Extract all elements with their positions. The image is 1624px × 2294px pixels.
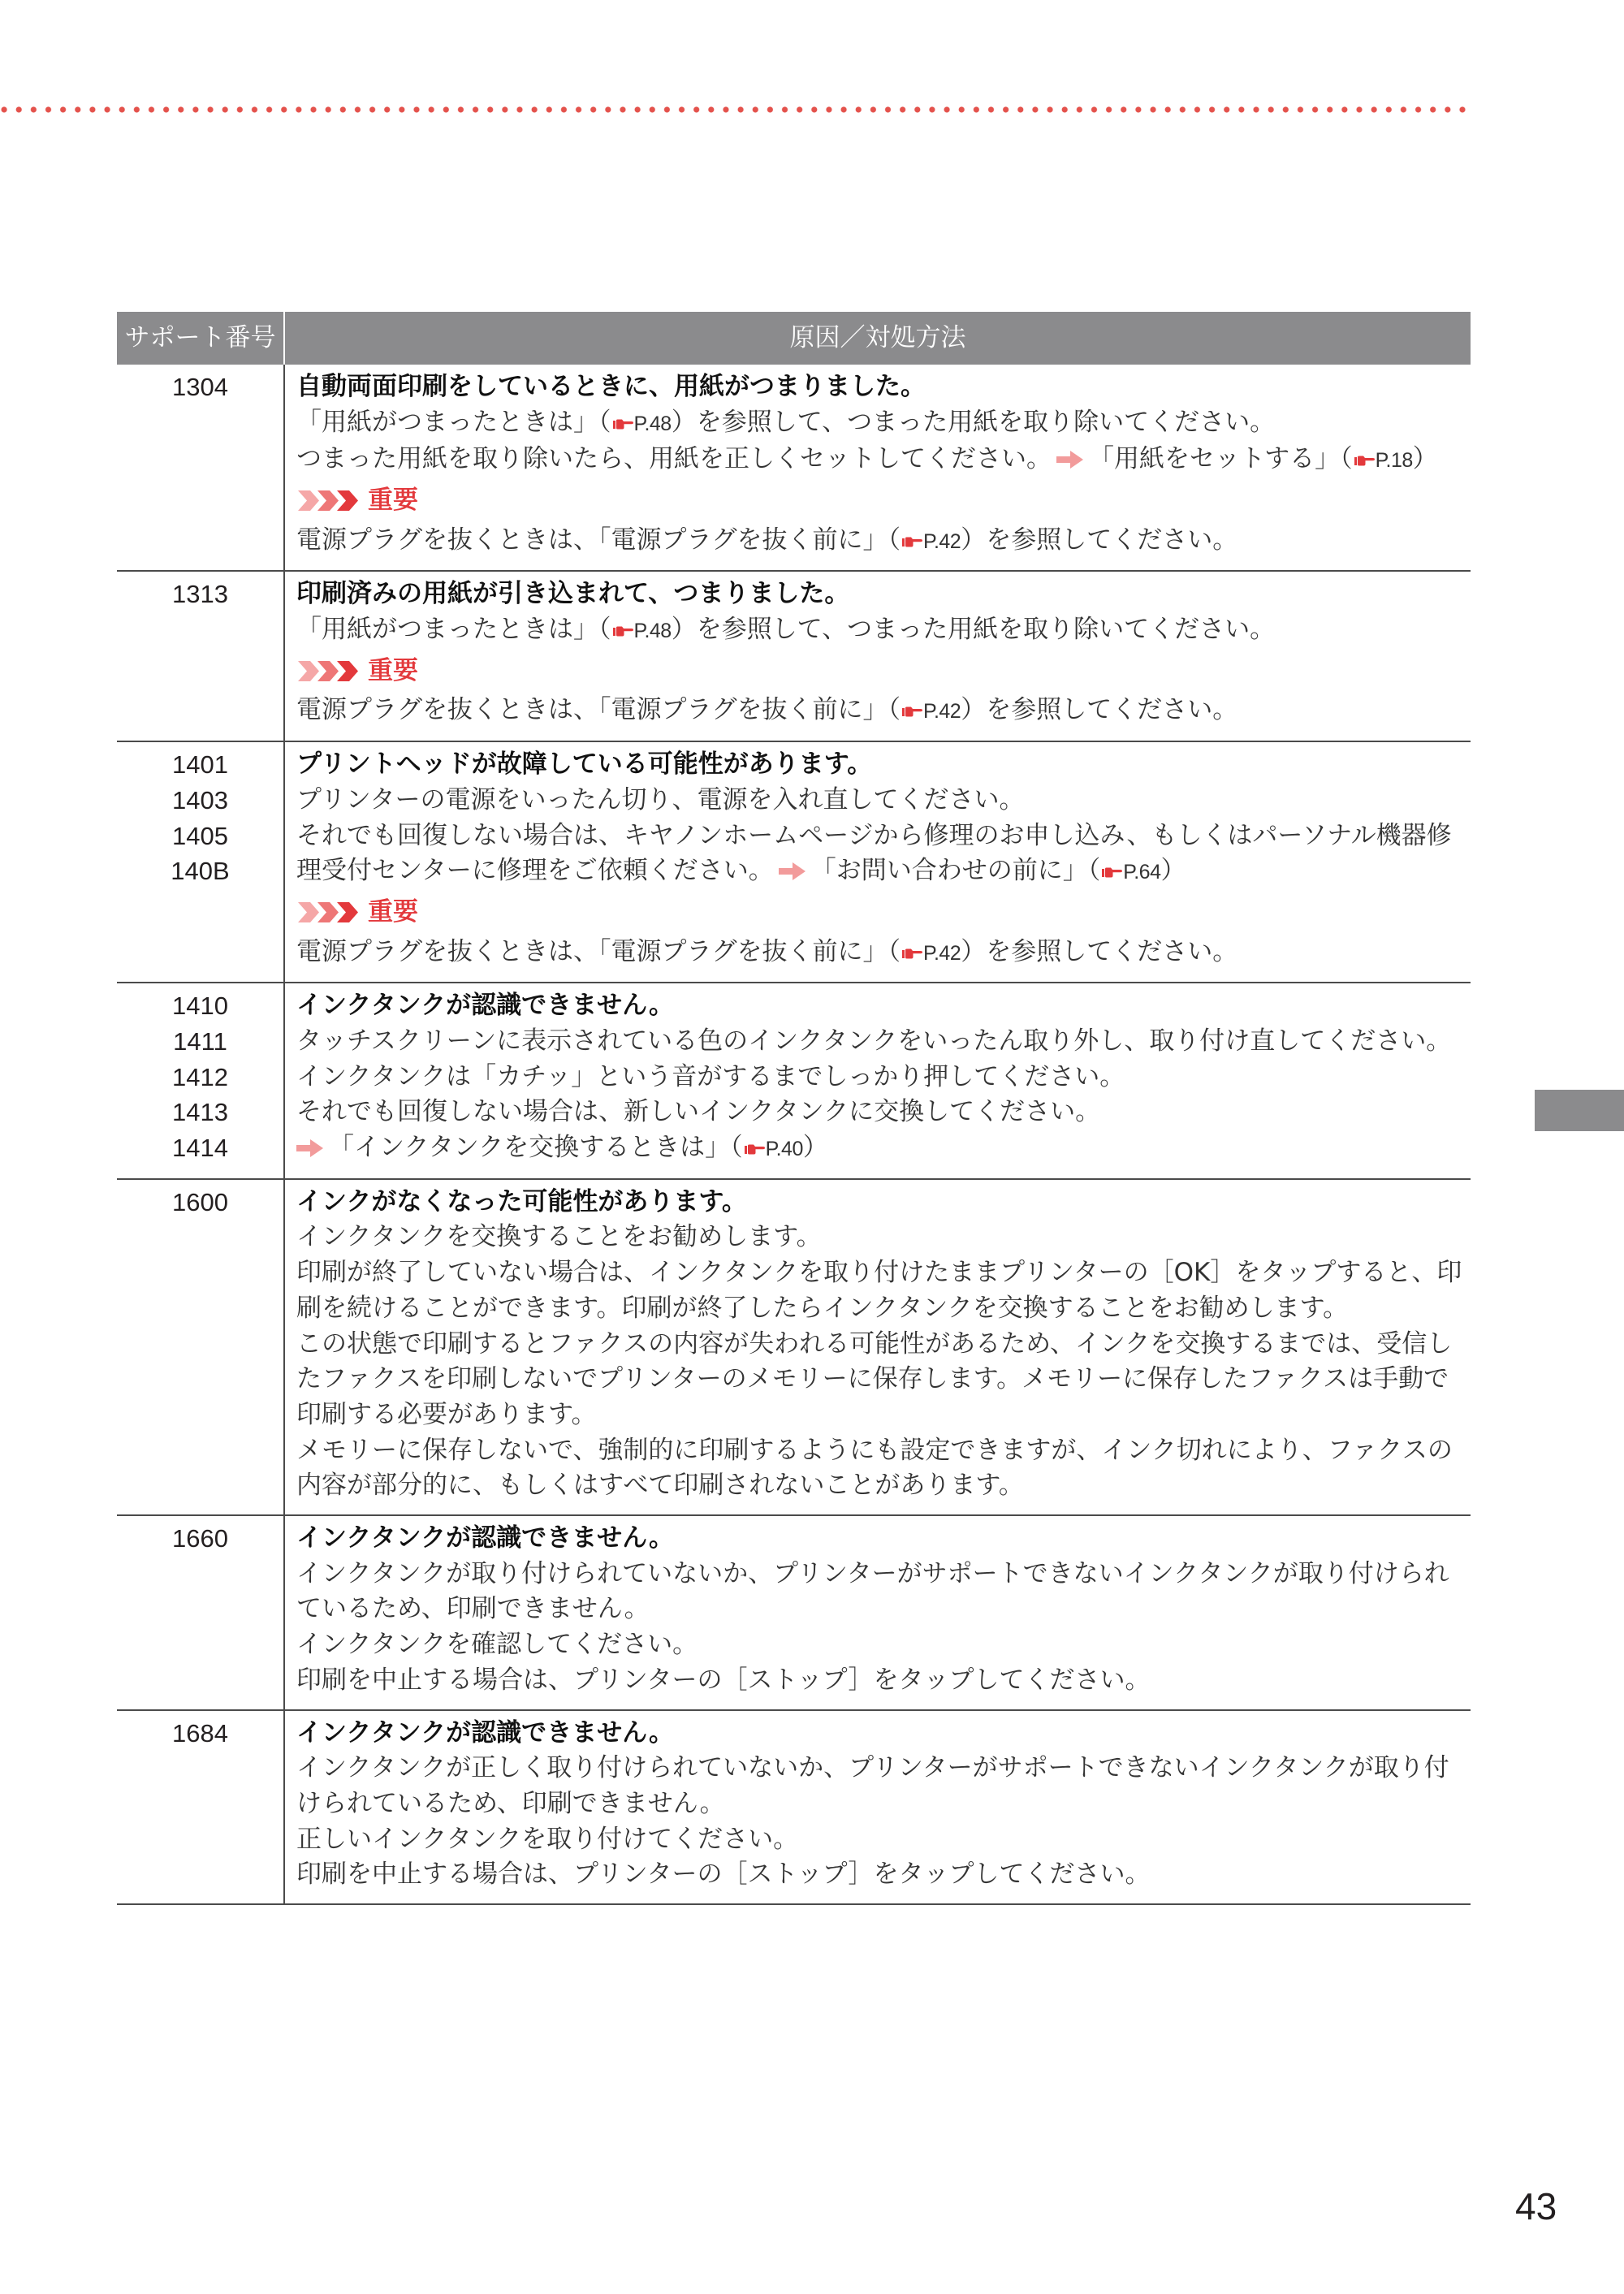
support-number: 1412 <box>172 1062 228 1091</box>
error-title: 自動両面印刷をしているときに、用紙がつまりました。 <box>296 372 926 401</box>
cause-solution-cell <box>285 742 1471 982</box>
paragraph <box>296 819 1464 891</box>
paragraph-text: つまった用紙を取り除いたら、用紙を正しくセットしてください。 <box>296 444 1052 474</box>
error-title: インクタンクが認識できません。 <box>296 1523 674 1553</box>
pointing-hand-icon <box>613 418 633 430</box>
paragraph-text: ）を参照してください。 <box>961 936 1238 966</box>
support-number: 1405 <box>172 821 228 850</box>
paragraph-text: ） <box>802 1133 828 1163</box>
pointing-hand-icon <box>902 706 922 718</box>
support-number: 1413 <box>172 1098 228 1127</box>
chapter-tab <box>1535 1090 1624 1131</box>
paragraph-text: ）を参照してください。 <box>961 695 1238 725</box>
important-label: 重要 <box>368 655 418 685</box>
error-title: 印刷済みの用紙が引き込まれて、つまりました。 <box>296 579 850 609</box>
page-reference: P.42 <box>923 941 961 965</box>
paragraph-text: 電源プラグを抜くときは、「電源プラグを抜く前に」（ <box>296 695 901 725</box>
right-arrow-icon <box>779 862 806 881</box>
paragraph <box>296 1751 1464 1821</box>
paragraph-text: ） <box>1412 444 1438 474</box>
support-number: 140B <box>171 857 230 886</box>
error-title: インクタンクが認識できません。 <box>296 991 674 1021</box>
support-number-cell <box>117 983 285 1178</box>
support-number-cell <box>117 1516 285 1709</box>
table-row <box>117 1180 1471 1516</box>
important-label: 重要 <box>368 486 418 516</box>
page-reference: P.18 <box>1375 449 1413 473</box>
paragraph-text: 「用紙がつまったときは」（ <box>296 407 611 437</box>
pointing-hand-icon <box>613 625 633 637</box>
paragraph <box>296 1327 1464 1433</box>
paragraph-text: 正しいインクタンクを取り付けてください。 <box>296 1824 799 1854</box>
header-cause-solution: 原因／対処方法 <box>789 323 966 352</box>
important-note <box>296 523 1464 560</box>
paragraph-text: インクタンクを確認してください。 <box>296 1630 698 1660</box>
triple-chevron-icon <box>298 490 360 511</box>
paragraph-text: それでも回復しない場合は、新しいインクタンクに交換してください。 <box>296 1097 1101 1127</box>
header-support-number: サポート番号 <box>117 312 285 365</box>
support-number: 1410 <box>172 991 228 1021</box>
table-row <box>117 983 1471 1180</box>
paragraph-text: 印刷を中止する場合は、プリンターの［ストップ］をタップしてください。 <box>296 1665 1151 1695</box>
paragraph-text: インクタンクが取り付けられていないか、プリンターがサポートできないインクタンクが取り付けられているため、印刷できません。 <box>296 1558 1449 1624</box>
paragraph-text: 「用紙がつまったときは」（ <box>296 615 611 645</box>
cause-solution-cell <box>285 983 1471 1178</box>
paragraph <box>296 442 1464 479</box>
cause-solution-cell <box>285 1711 1471 1904</box>
cause-solution-cell <box>285 1180 1471 1514</box>
support-number: 1313 <box>172 580 228 609</box>
important-heading <box>296 479 1464 523</box>
dotted-rule <box>0 105 1471 114</box>
support-number: 1411 <box>173 1026 227 1056</box>
support-number: 1414 <box>172 1134 228 1163</box>
paragraph <box>296 1130 1464 1168</box>
error-title: インクがなくなった可能性があります。 <box>296 1186 747 1216</box>
paragraph-text: ） <box>1160 856 1186 886</box>
triple-chevron-icon <box>298 661 360 681</box>
table-header <box>117 312 1471 365</box>
reference-title: 「お問い合わせの前に」（ <box>810 856 1101 886</box>
support-number: 1660 <box>172 1524 228 1553</box>
pointing-hand-icon <box>1354 455 1375 467</box>
paragraph-text: タッチスクリーンに表示されている色のインクタンクをいったん取り外し、取り付け直してください。 <box>296 1026 1452 1056</box>
pointing-hand-icon <box>745 1143 765 1156</box>
cause-solution-cell <box>285 1516 1471 1709</box>
support-number: 1403 <box>172 785 228 814</box>
pointing-hand-icon <box>1102 866 1122 879</box>
paragraph <box>296 1255 1464 1326</box>
reference-title: 「用紙をセットする」（ <box>1089 444 1353 474</box>
pointing-hand-icon <box>902 948 922 960</box>
support-number-cell <box>117 365 285 570</box>
paragraph <box>296 612 1464 650</box>
support-number: 1684 <box>172 1718 228 1748</box>
support-number-cell <box>117 742 285 982</box>
paragraph-text: ）を参照して、つまった用紙を取り除いてください。 <box>671 407 1276 437</box>
paragraph-text: 電源プラグを抜くときは、「電源プラグを抜く前に」（ <box>296 936 901 966</box>
paragraph <box>296 1822 1464 1858</box>
paragraph-text: 印刷を中止する場合は、プリンターの［ストップ］をタップしてください。 <box>296 1860 1151 1890</box>
paragraph-text: インクタンクは「カチッ」という音がするまでしっかり押してください。 <box>296 1061 1125 1091</box>
paragraph <box>296 1095 1464 1130</box>
paragraph-text: インクタンクが正しく取り付けられていないか、プリンターがサポートできないインクタンクが取り付けられているため、印刷できません。 <box>296 1753 1449 1818</box>
paragraph-text: ）を参照してください。 <box>961 525 1238 555</box>
error-table <box>117 312 1471 1905</box>
page-reference: P.64 <box>1123 861 1161 884</box>
paragraph-text: この状態で印刷するとファクスの内容が失われる可能性があるため、インクを交換するまでは、受信したファクスを印刷しないでプリンターのメモリーに保存します。メモリーに保存したファクスは手動で印刷する必要があります。 <box>296 1328 1453 1429</box>
support-number: 1304 <box>172 373 228 401</box>
paragraph <box>296 1627 1464 1663</box>
cause-solution-cell <box>285 365 1471 570</box>
page-reference: P.48 <box>633 412 672 435</box>
page-reference: P.48 <box>633 620 672 643</box>
error-title: プリントヘッドが故障している可能性があります。 <box>296 750 873 780</box>
paragraph-text: 電源プラグを抜くときは、「電源プラグを抜く前に」（ <box>296 525 901 555</box>
paragraph <box>296 405 1464 443</box>
table-row <box>117 1711 1471 1906</box>
table-row <box>117 572 1471 742</box>
pointing-hand-icon <box>902 536 922 548</box>
paragraph-text: インクタンクを交換することをお勧めします。 <box>296 1222 822 1252</box>
table-row <box>117 1516 1471 1711</box>
support-number: 1600 <box>172 1187 228 1216</box>
reference-title: 「インクタンクを交換するときは」（ <box>329 1133 743 1163</box>
paragraph-text: それでも回復しない場合は、キヤノンホームページから修理のお申し込み、もしくはパーソナル機器修理受付センターに修理をご依頼ください。 <box>296 820 1452 886</box>
support-number-cell <box>117 572 285 741</box>
important-heading <box>296 650 1464 693</box>
paragraph <box>296 1024 1464 1060</box>
table-row <box>117 742 1471 983</box>
page-reference: P.40 <box>765 1138 803 1161</box>
support-number-cell <box>117 1711 285 1904</box>
cause-solution-cell <box>285 572 1471 741</box>
error-title: インクタンクが認識できません。 <box>296 1717 674 1748</box>
page-number: 43 <box>1515 2185 1557 2227</box>
paragraph-text: 印刷が終了していない場合は、インクタンクを取り付けたままプリンターの［OK］をタップすると、印刷を続けることができます。印刷が終了したらインクタンクを交換することをお勧めします。 <box>296 1258 1462 1323</box>
paragraph-text: プリンターの電源をいったん切り、電源を入れ直してください。 <box>296 784 1025 814</box>
paragraph-text: ）を参照して、つまった用紙を取り除いてください。 <box>671 615 1276 645</box>
paragraph <box>296 1220 1464 1255</box>
support-number: 1401 <box>172 750 228 780</box>
paragraph <box>296 1433 1464 1504</box>
important-note <box>296 935 1464 972</box>
right-arrow-icon <box>1056 450 1084 469</box>
paragraph-text: メモリーに保存しないで、強制的に印刷するようにも設定できますが、インク切れにより、ファクスの内容が部分的に、もしくはすべて印刷されないことがあります。 <box>296 1435 1453 1501</box>
triple-chevron-icon <box>298 902 360 922</box>
paragraph <box>296 783 1464 819</box>
important-note <box>296 693 1464 730</box>
important-label: 重要 <box>368 896 418 927</box>
paragraph <box>296 1557 1464 1627</box>
paragraph <box>296 1060 1464 1095</box>
table-row <box>117 365 1471 572</box>
page-reference: P.42 <box>923 529 961 553</box>
page-reference: P.42 <box>923 700 961 724</box>
paragraph <box>296 1857 1464 1893</box>
support-number-cell <box>117 1180 285 1514</box>
paragraph <box>296 1663 1464 1699</box>
important-heading <box>296 891 1464 935</box>
right-arrow-icon <box>296 1138 324 1158</box>
